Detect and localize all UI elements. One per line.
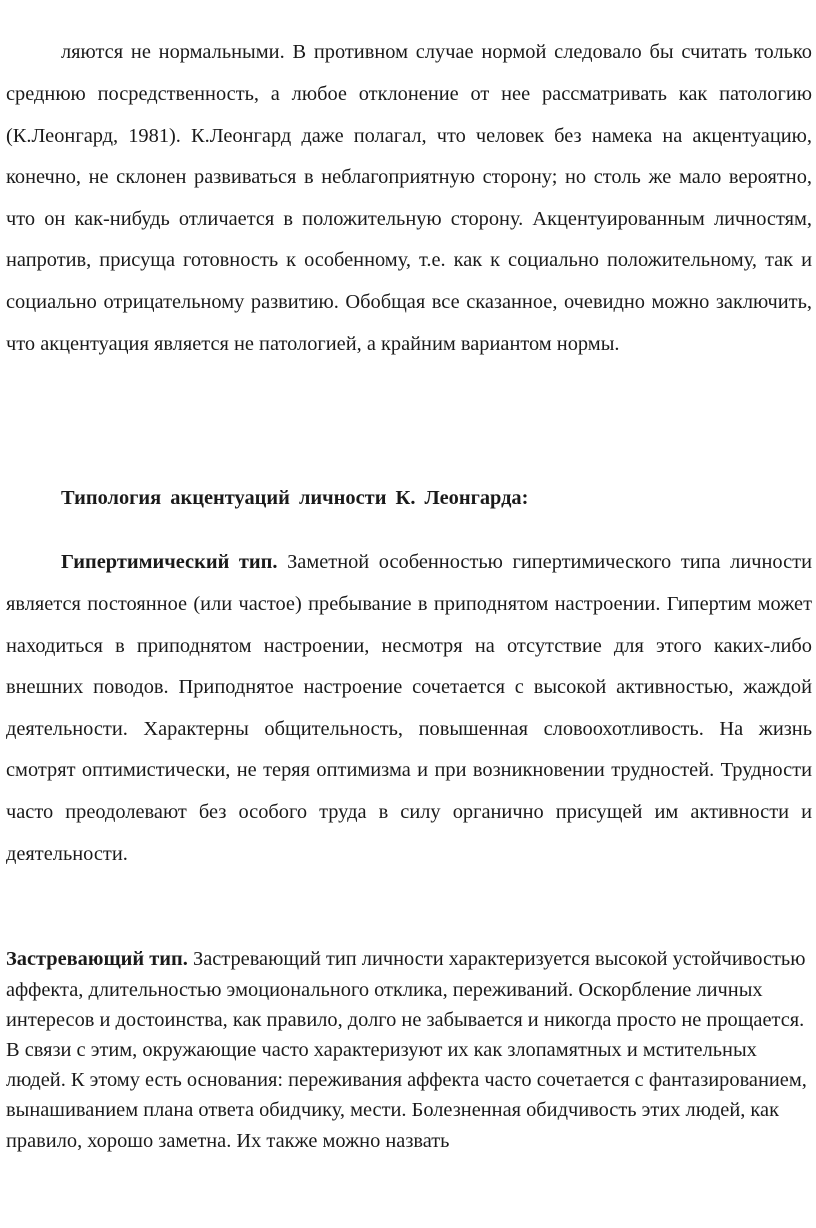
- stuck-paragraph: [6, 944, 812, 1155]
- hyperthymic-paragraph: [6, 542, 812, 875]
- stuck-title: Застревающий тип.: [6, 948, 188, 971]
- hyperthymic-text: Заметной особенностью гипертимического типа личности является постоянное (или частое) пребывание в приподнятом настроении. Гипертим может находиться в приподнятом настроении, несмотря на отсутствие для этого каких-либо внешних поводов. Приподнятое настроение сочетается с высокой активностью, жаждой деятельности. Характерны общительность, повышенная словоохотливость. На жизнь смотрят оптимистически, не теряя оптимизма и при возникновении трудностей. Трудности часто преодолевают без особого труда в силу органично присущей им активности и деятельности.: [6, 551, 812, 865]
- stuck-text: Застревающий тип личности характеризуется высокой устойчивостью аффекта, длительностью эмоционального отклика, переживаний. Оскорбление личных интересов и достоинства, как правило, долго не забывается и никогда просто не прощается. В связи с этим, окружающие часто характеризуют их как злопамятных и мстительных людей. К этому есть основания: переживания аффекта часто сочетается с фантазированием, вынашиванием плана ответа обидчику, мести. Болезненная обидчивость этих людей, как правило, хорошо заметна. Их также можно назвать: [6, 948, 807, 1152]
- hyperthymic-title: Гипертимический тип.: [61, 551, 278, 574]
- intro-paragraph: ляются не нормальными. В противном случае нормой следовало бы считать только среднюю посредственность, а любое отклонение от нее рассматривать как патологию (К.Леонгард, 1981). К.Леонгард даже полагал, что человек без намека на акцентуацию, конечно, не склонен развиваться в неблагоприятную сторону; но столь же мало вероятно, что он как-нибудь отличается в положительную сторону. Акцентуированным личностям, напротив, присуща готовность к особенному, т.е. как к социально положительному, так и социально отрицательному развитию. Обобщая все сказанное, очевидно можно заключить, что акцентуация является не патологией, а крайним вариантом нормы.: [6, 41, 812, 355]
- section-heading: Типология акцентуаций личности К. Леонгарда:: [61, 487, 529, 510]
